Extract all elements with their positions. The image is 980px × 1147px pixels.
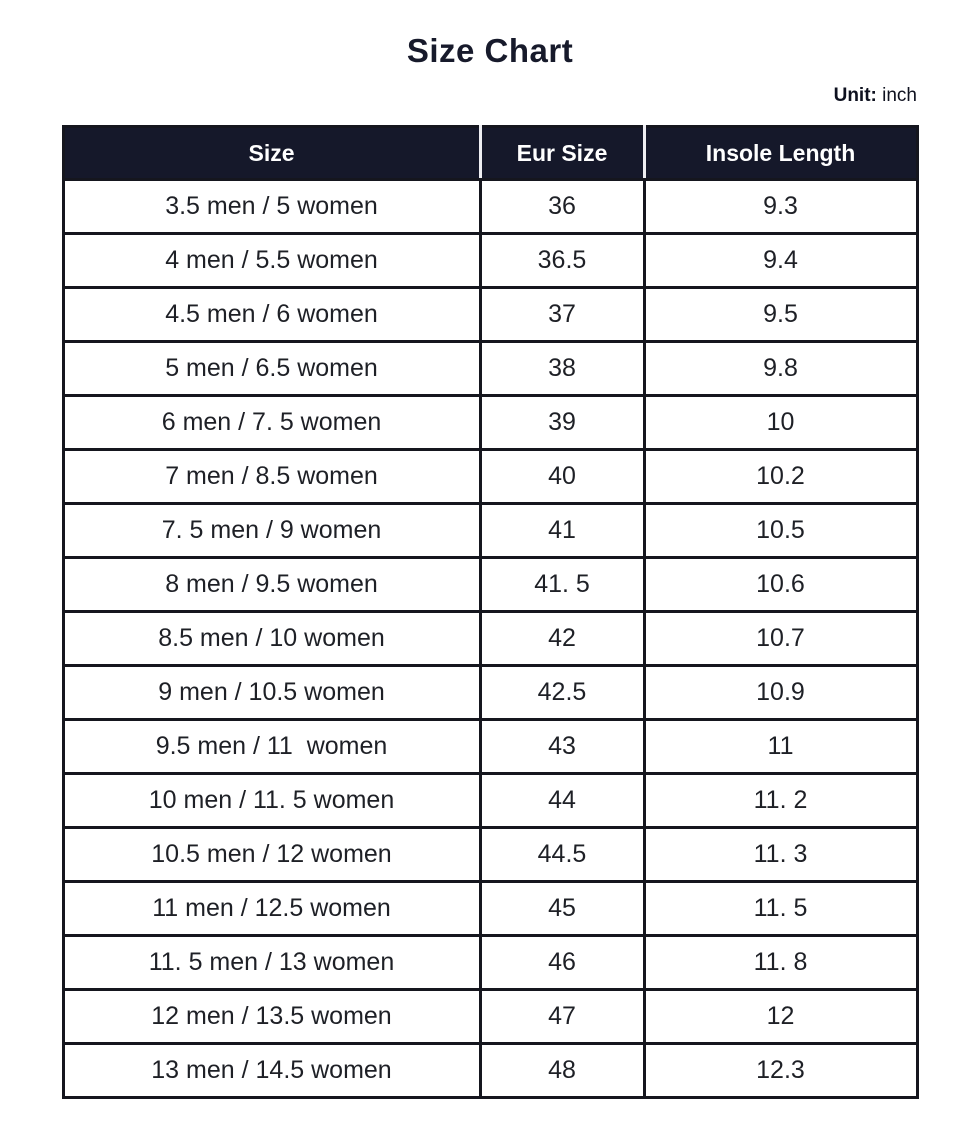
table-cell: 12.3 (644, 1044, 917, 1098)
table-cell: 36 (480, 180, 644, 234)
table-row (63, 504, 917, 558)
table-cell: 41. 5 (480, 558, 644, 612)
table-cell: 10.5 (644, 504, 917, 558)
table-cell: 9 men / 10.5 women (63, 666, 480, 720)
column-header-eur-size: Eur Size (480, 127, 644, 180)
table-cell: 11. 2 (644, 774, 917, 828)
table-row (63, 720, 917, 774)
table-row (63, 396, 917, 450)
table-cell: 10 (644, 396, 917, 450)
table-cell: 11. 5 (644, 882, 917, 936)
table-row (63, 558, 917, 612)
table-cell: 45 (480, 882, 644, 936)
column-header-size: Size (63, 127, 480, 180)
table-cell: 13 men / 14.5 women (63, 1044, 480, 1098)
table-row (63, 936, 917, 990)
table-cell: 11 (644, 720, 917, 774)
table-cell: 10 men / 11. 5 women (63, 774, 480, 828)
table-cell: 39 (480, 396, 644, 450)
table-cell: 5 men / 6.5 women (63, 342, 480, 396)
table-cell: 48 (480, 1044, 644, 1098)
size-chart-table-header (63, 127, 917, 180)
table-cell: 9.4 (644, 234, 917, 288)
table-cell: 12 (644, 990, 917, 1044)
table-cell: 11. 5 men / 13 women (63, 936, 480, 990)
table-cell: 4.5 men / 6 women (63, 288, 480, 342)
table-row (63, 666, 917, 720)
table-cell: 10.5 men / 12 women (63, 828, 480, 882)
table-cell: 9.5 men / 11 women (63, 720, 480, 774)
size-chart-table-body (63, 180, 917, 1098)
table-row (63, 288, 917, 342)
table-row (63, 342, 917, 396)
table-cell: 44 (480, 774, 644, 828)
table-cell: 8.5 men / 10 women (63, 612, 480, 666)
table-cell: 9.3 (644, 180, 917, 234)
table-cell: 37 (480, 288, 644, 342)
table-cell: 41 (480, 504, 644, 558)
table-cell: 11 men / 12.5 women (63, 882, 480, 936)
table-cell: 12 men / 13.5 women (63, 990, 480, 1044)
table-cell: 43 (480, 720, 644, 774)
table-cell: 46 (480, 936, 644, 990)
table-cell: 10.7 (644, 612, 917, 666)
table-row (63, 1044, 917, 1098)
table-cell: 44.5 (480, 828, 644, 882)
table-cell: 9.8 (644, 342, 917, 396)
unit-value: inch (876, 85, 917, 107)
table-cell: 42.5 (480, 666, 644, 720)
table-cell: 11. 8 (644, 936, 917, 990)
table-row (63, 612, 917, 666)
table-row (63, 180, 917, 234)
page-title: Size Chart (406, 32, 574, 69)
table-cell: 8 men / 9.5 women (63, 558, 480, 612)
table-row (63, 450, 917, 504)
table-cell: 4 men / 5.5 women (63, 234, 480, 288)
table-cell: 11. 3 (644, 828, 917, 882)
unit-label: Unit: (833, 85, 877, 107)
table-cell: 3.5 men / 5 women (63, 180, 480, 234)
table-cell: 10.9 (644, 666, 917, 720)
table-cell: 7. 5 men / 9 women (63, 504, 480, 558)
table-cell: 38 (480, 342, 644, 396)
table-cell: 7 men / 8.5 women (63, 450, 480, 504)
table-cell: 10.6 (644, 558, 917, 612)
table-cell: 6 men / 7. 5 women (63, 396, 480, 450)
table-row (63, 990, 917, 1044)
table-cell: 40 (480, 450, 644, 504)
size-chart-table (62, 125, 919, 1099)
table-row (63, 882, 917, 936)
table-cell: 9.5 (644, 288, 917, 342)
table-row (63, 234, 917, 288)
unit-line (63, 85, 917, 108)
table-cell: 10.2 (644, 450, 917, 504)
column-header-insole-length: Insole Length (644, 127, 917, 180)
table-cell: 36.5 (480, 234, 644, 288)
table-cell: 42 (480, 612, 644, 666)
header-row (63, 127, 917, 180)
table-row (63, 774, 917, 828)
table-cell: 47 (480, 990, 644, 1044)
table-row (63, 828, 917, 882)
